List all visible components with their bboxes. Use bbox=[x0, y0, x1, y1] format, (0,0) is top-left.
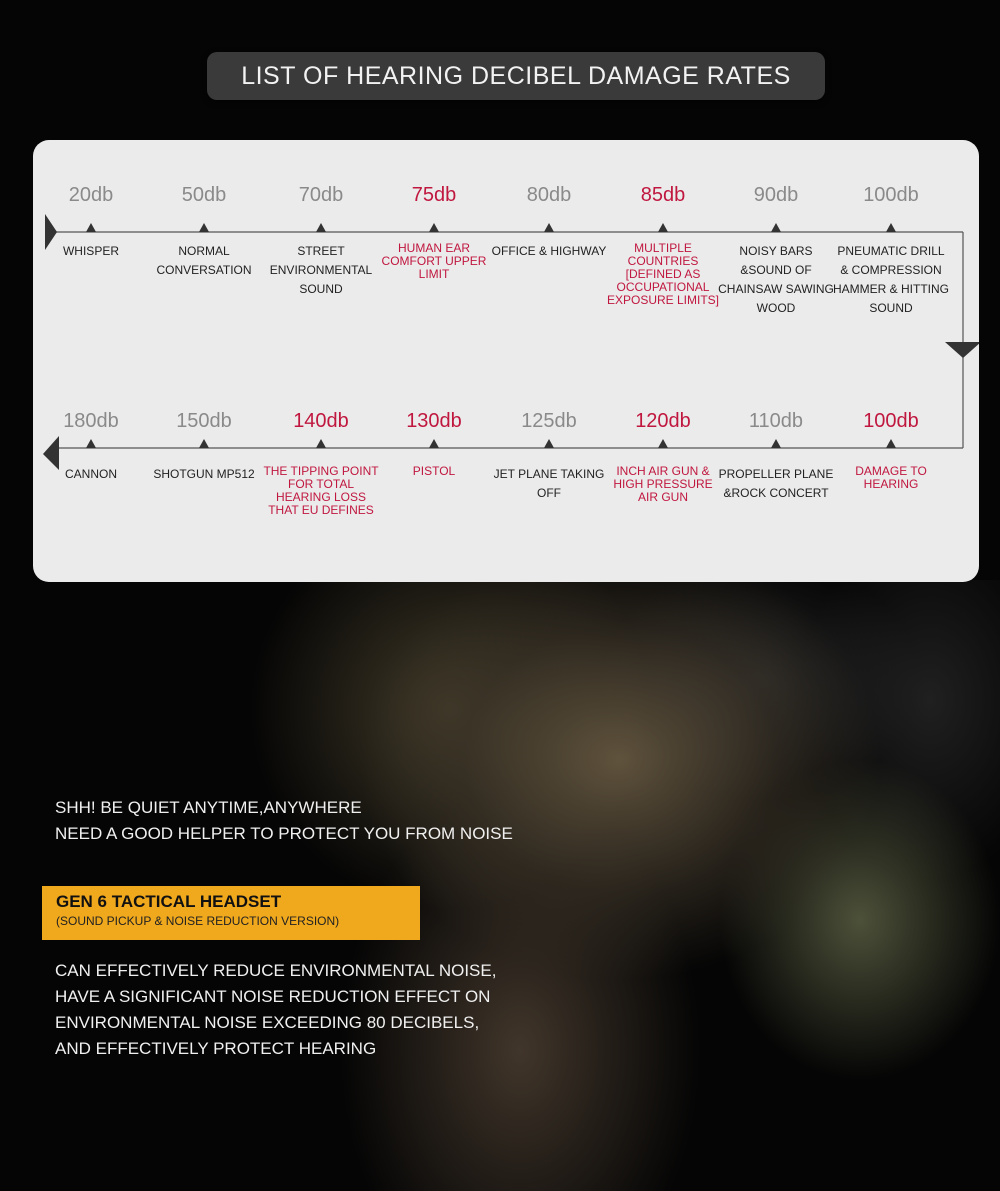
slogan-line-1: SHH! BE QUIET ANYTIME,ANYWHERE bbox=[55, 798, 362, 817]
decibel-description: CANNON bbox=[64, 467, 117, 481]
decibel-description: DAMAGE TO HEARING bbox=[855, 464, 927, 491]
decibel-value: 130db bbox=[406, 410, 462, 432]
decibel-value: 180db bbox=[63, 410, 119, 432]
decibel-value: 150db bbox=[176, 410, 232, 432]
decibel-description: PROPELLER PLANE &ROCK CONCERT bbox=[718, 467, 834, 500]
decibel-chart-card bbox=[33, 140, 979, 582]
decibel-description: HUMAN EAR COMFORT UPPER LIMIT bbox=[381, 241, 487, 281]
tick-marker bbox=[199, 223, 209, 232]
turn-marker bbox=[945, 342, 979, 358]
tick-marker bbox=[316, 223, 326, 232]
tick-marker bbox=[429, 223, 439, 232]
tick-marker bbox=[316, 439, 326, 448]
tick-marker bbox=[544, 439, 554, 448]
decibel-description: NOISY BARS &SOUND OF CHAINSAW SAWING WOOD bbox=[718, 244, 834, 315]
tick-marker bbox=[771, 223, 781, 232]
tick-marker bbox=[771, 439, 781, 448]
tick-marker bbox=[886, 223, 896, 232]
decibel-description: PISTOL bbox=[412, 464, 456, 478]
decibel-description: OFFICE & HIGHWAY bbox=[491, 244, 607, 258]
tick-marker bbox=[658, 223, 668, 232]
decibel-value: 110db bbox=[748, 410, 804, 432]
product-description bbox=[55, 958, 496, 1062]
badge-title: GEN 6 TACTICAL HEADSET bbox=[56, 892, 282, 911]
decibel-value: 70db bbox=[298, 184, 344, 206]
description-line-3: ENVIRONMENTAL NOISE EXCEEDING 80 DECIBELS, bbox=[55, 1013, 480, 1032]
decibel-description: MULTIPLE COUNTRIES [DEFINED AS OCCUPATIONAL EXPOSURE LIMITS] bbox=[606, 241, 720, 307]
tick-marker bbox=[658, 439, 668, 448]
description-line-2: HAVE A SIGNIFICANT NOISE REDUCTION EFFECT ON bbox=[55, 987, 491, 1006]
decibel-value: 90db bbox=[753, 184, 799, 206]
page-title-text: LIST OF HEARING DECIBEL DAMAGE RATES bbox=[241, 61, 791, 90]
decibel-description: WHISPER bbox=[62, 244, 119, 258]
decibel-description: INCH AIR GUN & HIGH PRESSURE AIR GUN bbox=[613, 464, 713, 504]
decibel-value: 100db bbox=[863, 184, 919, 206]
decibel-description: JET PLANE TAKING OFF bbox=[493, 467, 605, 500]
tick-marker bbox=[86, 223, 96, 232]
decibel-value: 140db bbox=[293, 410, 349, 432]
description-line-1: CAN EFFECTIVELY REDUCE ENVIRONMENTAL NOISE, bbox=[55, 961, 497, 980]
decibel-value: 50db bbox=[181, 184, 227, 206]
decibel-value: 100db bbox=[863, 410, 919, 432]
badge-subtitle: (SOUND PICKUP & NOISE REDUCTION VERSION) bbox=[56, 914, 340, 928]
slogan bbox=[55, 795, 513, 847]
decibel-description: PNEUMATIC DRILL & COMPRESSION HAMMER & HITTING SOUND bbox=[833, 244, 949, 315]
decibel-value: 85db bbox=[640, 184, 686, 206]
decibel-value: 80db bbox=[526, 184, 572, 206]
page-title bbox=[207, 52, 825, 100]
decibel-value: 120db bbox=[635, 410, 691, 432]
decibel-value: 20db bbox=[68, 184, 114, 206]
product-badge bbox=[42, 886, 420, 940]
decibel-description: NORMAL CONVERSATION bbox=[156, 244, 252, 277]
decibel-description: SHOTGUN MP512 bbox=[153, 467, 255, 481]
decibel-value: 125db bbox=[521, 410, 577, 432]
tick-marker bbox=[429, 439, 439, 448]
row1-ticks bbox=[86, 223, 896, 232]
decibel-value: 75db bbox=[411, 184, 457, 206]
tick-marker bbox=[886, 439, 896, 448]
tick-marker bbox=[199, 439, 209, 448]
row2-ticks bbox=[86, 439, 896, 448]
tick-marker bbox=[544, 223, 554, 232]
tick-marker bbox=[86, 439, 96, 448]
decibel-description: STREET ENVIRONMENTAL SOUND bbox=[269, 244, 373, 296]
description-line-4: AND EFFECTIVELY PROTECT HEARING bbox=[55, 1039, 377, 1058]
slogan-line-2: NEED A GOOD HELPER TO PROTECT YOU FROM NOISE bbox=[55, 824, 513, 843]
decibel-description: THE TIPPING POINT FOR TOTAL HEARING LOSS THAT EU DEFINES bbox=[263, 464, 379, 517]
